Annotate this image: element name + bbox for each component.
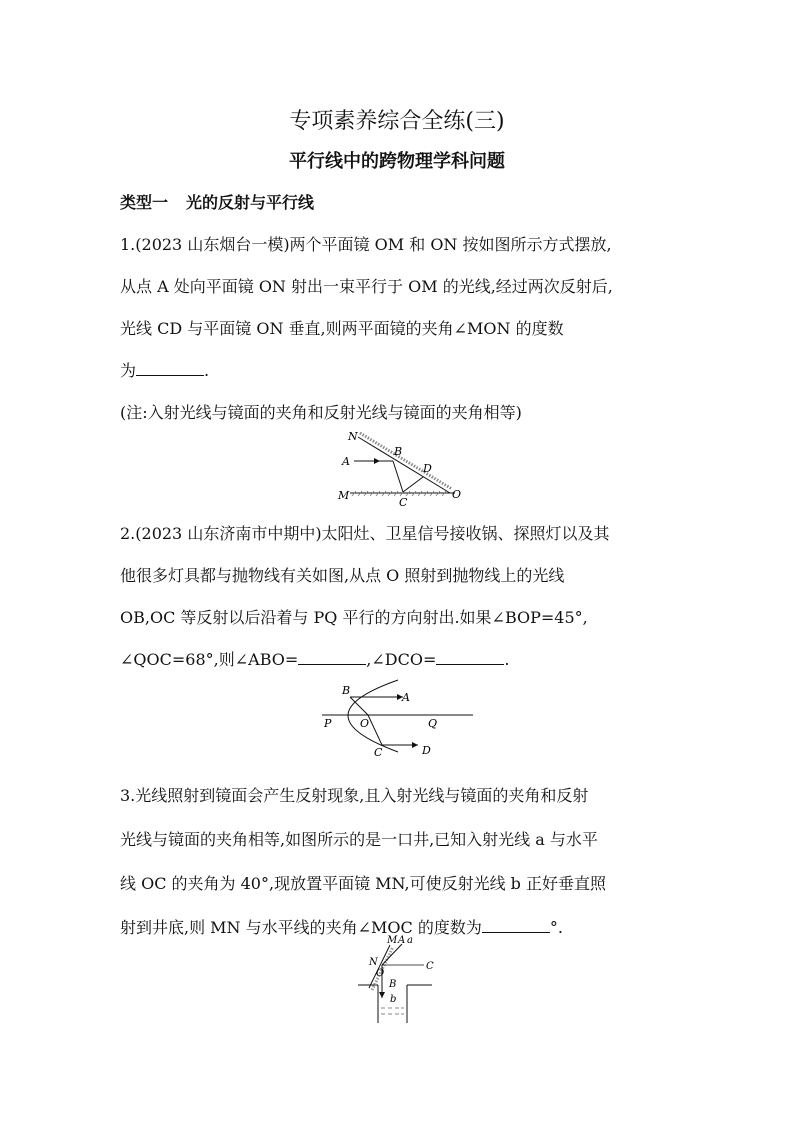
- label-n: N: [369, 957, 378, 968]
- q1-answer-suffix: .: [204, 361, 210, 380]
- label-c: C: [426, 961, 434, 972]
- label-o: O: [376, 968, 385, 979]
- q1-line-1: 1.(2023 山东烟台一模)两个平面镜 OM 和 ON 按如图所示方式摆放,: [120, 235, 612, 254]
- q2-answer-blank-1[interactable]: [298, 650, 366, 665]
- label-q: Q: [428, 717, 438, 730]
- q2-line-2: 他很多灯具都与抛物线有关如图,从点 O 照射到抛物线上的光线: [120, 566, 565, 585]
- label-small-b: b: [390, 994, 397, 1005]
- label-o: O: [452, 488, 462, 501]
- ray-bc: [393, 461, 403, 492]
- label-a: A: [402, 691, 410, 704]
- label-c: C: [399, 496, 408, 509]
- q1-answer-blank[interactable]: [136, 361, 204, 376]
- q3-answer-blank[interactable]: [482, 918, 550, 933]
- q1-answer-prefix: 为: [120, 361, 137, 380]
- q1-line-3: 光线 CD 与平面镜 ON 垂直,则两平面镜的夹角∠MON 的度数: [120, 319, 564, 338]
- mirror-on: [358, 437, 450, 493]
- q2-figure: [318, 678, 478, 758]
- label-m: M: [338, 489, 350, 502]
- q2-line-3: OB,OC 等反射以后沿着与 PQ 平行的方向射出.如果∠BOP=45°,: [120, 608, 588, 627]
- question-3: [120, 774, 700, 950]
- ray-cd-arrow: [412, 742, 418, 748]
- question-2: [120, 513, 700, 681]
- label-m: M: [387, 935, 398, 946]
- label-a: A: [398, 935, 406, 946]
- label-small-a: a: [407, 935, 413, 946]
- q2-answer-line: [120, 639, 700, 681]
- ray-b-arrow: [379, 992, 385, 998]
- q3-figure: [352, 930, 452, 1025]
- q3-answer-suffix: °.: [549, 918, 563, 937]
- question-1: [120, 224, 700, 434]
- label-b: B: [389, 979, 397, 990]
- q1-figure: [330, 425, 470, 510]
- label-n: N: [348, 430, 358, 443]
- q2-answer-blank-2[interactable]: [436, 650, 504, 665]
- page-title: 专项素养综合全练(三): [289, 109, 505, 134]
- page-subtitle: 平行线中的跨物理学科问题: [289, 151, 505, 172]
- ray-oc: [368, 715, 382, 745]
- q1-answer-line: [120, 350, 700, 392]
- ray-ab-arrow: [374, 458, 380, 464]
- q3-line-3: 线 OC 的夹角为 40°,现放置平面镜 MN,可使反射光线 b 正好垂直照: [120, 874, 607, 893]
- q1-line-2: 从点 A 处向平面镜 ON 射出一束平行于 OM 的光线,经过两次反射后,: [120, 277, 613, 296]
- q2-answer-suffix: .: [504, 650, 510, 669]
- q1-note: (注:入射光线与镜面的夹角和反射光线与镜面的夹角相等): [120, 403, 522, 422]
- q3-answer-prefix: 射到井底,则 MN 与水平线的夹角∠MOC 的度数为: [120, 918, 482, 937]
- parabola: [348, 680, 398, 752]
- well-water: [381, 1008, 404, 1014]
- ray-ob: [350, 697, 368, 715]
- q2-answer-prefix: ∠QOC=68°,则∠ABO=: [120, 650, 299, 669]
- q3-line-1: 3.光线照射到镜面会产生反射现象,且入射光线与镜面的夹角和反射: [120, 786, 589, 805]
- label-p: P: [324, 717, 332, 730]
- q2-line-1: 2.(2023 山东济南市中期中)太阳灶、卫星信号接收锅、探照灯以及其: [120, 524, 610, 543]
- label-o: O: [360, 717, 370, 730]
- label-a: A: [342, 455, 350, 468]
- section-type-name: 光的反射与平行线: [186, 193, 315, 212]
- section-heading: [120, 190, 332, 213]
- label-d: D: [422, 744, 431, 757]
- ray-cd: [403, 477, 423, 492]
- q3-line-2: 光线与镜面的夹角相等,如图所示的是一口井,已知入射光线 a 与水平: [120, 830, 598, 849]
- label-d: D: [423, 462, 432, 475]
- label-b: B: [342, 684, 351, 697]
- section-type-label: 类型一: [120, 193, 169, 212]
- label-b: B: [394, 445, 403, 458]
- label-c: C: [374, 746, 383, 758]
- q2-answer-mid: ,∠DCO=: [366, 650, 437, 669]
